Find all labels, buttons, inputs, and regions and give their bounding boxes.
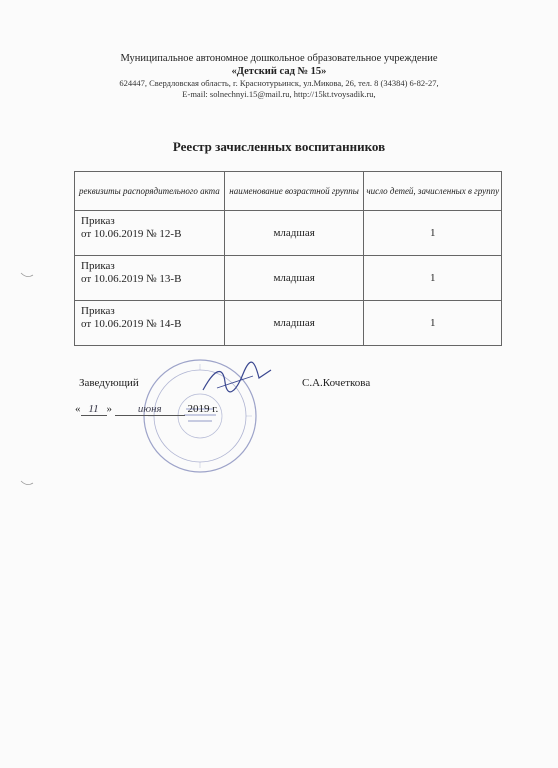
group-cell: младшая: [224, 211, 364, 256]
signature-date: [75, 403, 218, 416]
table-header-row: [75, 172, 502, 211]
head-name: С.А.Кочеткова: [302, 377, 371, 389]
head-position: Заведующий: [79, 377, 139, 389]
group-cell: младшая: [224, 256, 364, 301]
organization-address: 624447, Свердловская область, г. Краснотурьинск, ул.Микова, 26, тел. 8 (34384) 6-82-27,: [119, 78, 439, 88]
handwritten-signature-icon: [195, 360, 275, 400]
act-number: от 10.06.2019 № 12-В: [81, 228, 182, 240]
registry-table: [74, 171, 502, 346]
count-cell: 1: [364, 256, 502, 301]
count-cell: 1: [364, 301, 502, 346]
punch-hole-mark-icon: [20, 272, 34, 278]
act-type: Приказ: [81, 260, 115, 272]
kindergarten-name: «Детский сад № 15»: [231, 66, 327, 77]
organization-name: Муниципальное автономное дошкольное образовательное учреждение: [120, 53, 438, 64]
act-cell: [75, 256, 225, 301]
group-cell: младшая: [224, 301, 364, 346]
act-cell: [75, 211, 225, 256]
act-cell: [75, 301, 225, 346]
punch-hole-mark-icon: [20, 480, 34, 486]
table-row: [75, 211, 502, 256]
date-open-quote: «: [75, 403, 81, 415]
act-number: от 10.06.2019 № 14-В: [81, 318, 182, 330]
act-type: Приказ: [81, 305, 115, 317]
date-month: июня: [115, 403, 185, 416]
count-cell: 1: [364, 211, 502, 256]
table-row: [75, 256, 502, 301]
date-day: 11: [81, 403, 107, 416]
column-header-count: число детей, зачисленных в группу: [364, 172, 502, 211]
act-type: Приказ: [81, 215, 115, 227]
column-header-group: наименование возрастной группы: [224, 172, 364, 211]
organization-contacts: E-mail: solnechnyi.15@mail.ru, http://15kt.tvoysadik.ru,: [182, 89, 376, 99]
document-title: Реестр зачисленных воспитанников: [172, 139, 386, 154]
table-row: [75, 301, 502, 346]
column-header-act: реквизиты распорядительного акта: [75, 172, 225, 211]
letterhead: [0, 52, 558, 100]
date-close-quote: »: [106, 403, 112, 415]
act-number: от 10.06.2019 № 13-В: [81, 273, 182, 285]
date-year: 2019 г.: [187, 403, 219, 415]
